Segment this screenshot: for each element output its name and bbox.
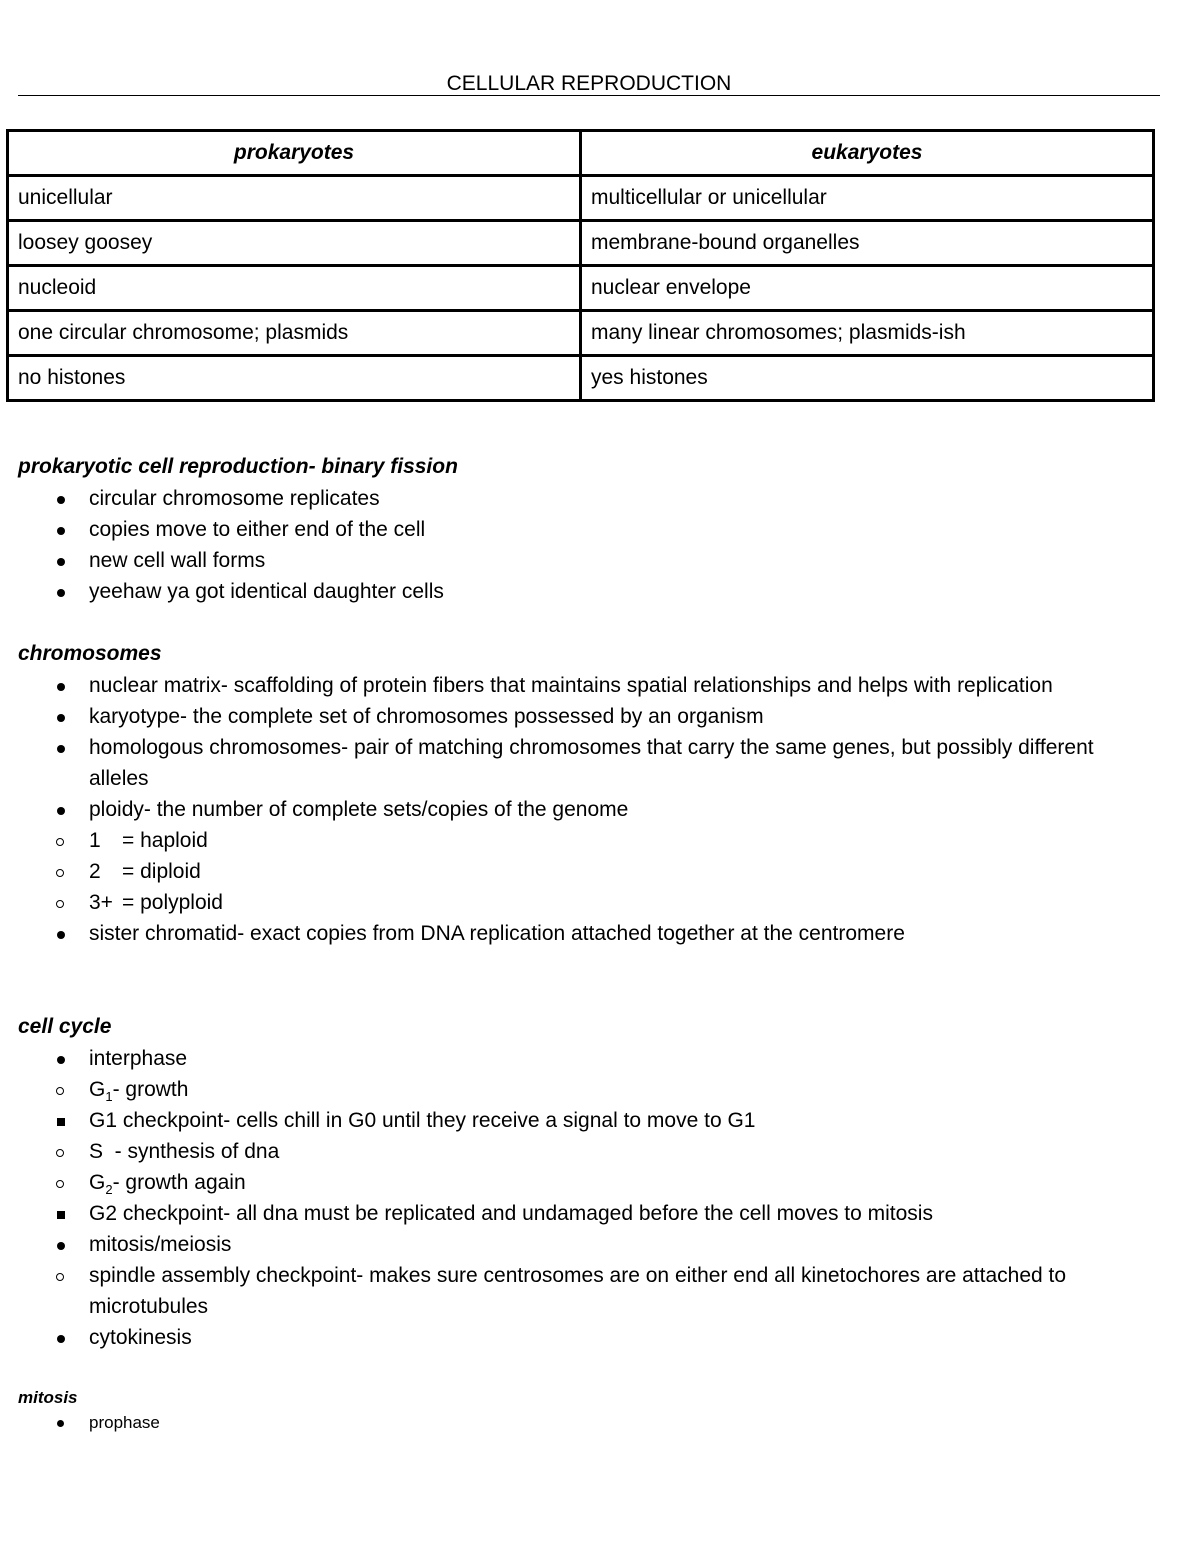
- chromosomes-list: [0, 670, 1135, 949]
- list-item: 2 = diploid: [18, 856, 1135, 887]
- list-item: cytokinesis: [0, 1322, 1135, 1353]
- cell-cycle-list: [0, 1043, 1135, 1353]
- list-item: S - synthesis of dna: [18, 1136, 1135, 1167]
- square-bullet-icon: [57, 1118, 65, 1126]
- g2-sublist: [89, 1198, 1135, 1229]
- bullet-icon: [57, 589, 65, 597]
- table-row: [8, 176, 1154, 221]
- list-item: new cell wall forms: [0, 545, 1200, 576]
- list-item: circular chromosome replicates: [0, 483, 1200, 514]
- table-cell: unicellular: [8, 176, 581, 221]
- hollow-bullet-icon: [56, 1180, 64, 1188]
- table-cell: many linear chromosomes; plasmids-ish: [581, 311, 1154, 356]
- table-header-row: [8, 131, 1154, 176]
- list-item: ploidy- the number of complete sets/copies of the genome 1 = haploid 2 = diploid 3+ = polyploid: [0, 794, 1135, 918]
- ploidy-sublist: [89, 825, 1135, 918]
- table-cell: yes histones: [581, 356, 1154, 401]
- interphase-sublist: [89, 1074, 1135, 1229]
- hollow-bullet-icon: [56, 838, 64, 846]
- bullet-icon: [57, 1242, 65, 1250]
- list-item: sister chromatid- exact copies from DNA replication attached together at the centromere: [0, 918, 1135, 949]
- table-cell: membrane-bound organelles: [581, 221, 1154, 266]
- table-cell: loosey goosey: [8, 221, 581, 266]
- list-item: homologous chromosomes- pair of matching chromosomes that carry the same genes, but possibly different alleles: [0, 732, 1135, 794]
- bullet-icon: [57, 714, 65, 722]
- section-heading-cell-cycle: cell cycle: [18, 1015, 112, 1038]
- table-row: [8, 266, 1154, 311]
- mitosis-meiosis-sublist: [89, 1260, 1135, 1322]
- bullet-icon: [57, 1420, 64, 1427]
- list-item: 3+ = polyploid: [18, 887, 1135, 918]
- list-item: 1 = haploid: [18, 825, 1135, 856]
- section-heading-chromosomes: chromosomes: [18, 642, 162, 665]
- list-item: prophase: [0, 1410, 1200, 1436]
- table-row: [8, 311, 1154, 356]
- bullet-icon: [57, 496, 65, 504]
- bullet-icon: [57, 745, 65, 753]
- g1-sublist: [89, 1105, 1135, 1136]
- list-item: interphase $G_1-$ growth G1 checkpoint- cells chill in G0 until they receive a signal to move to G1 S - synthesis of dna $G_2-$ growth again G2 checkpoint- all dna must be replicated and undamaged before the cell moves to mitosis: [0, 1043, 1135, 1229]
- table-cell: multicellular or unicellular: [581, 176, 1154, 221]
- table-header-cell: prokaryotes: [8, 131, 581, 176]
- bullet-icon: [57, 807, 65, 815]
- table-header-cell: eukaryotes: [581, 131, 1154, 176]
- list-item: $G_2-$ growth again G2 checkpoint- all dna must be replicated and undamaged before the cell moves to mitosis: [18, 1167, 1135, 1229]
- list-item: copies move to either end of the cell: [0, 514, 1200, 545]
- list-item: karyotype- the complete set of chromosomes possessed by an organism: [0, 701, 1135, 732]
- table-cell: no histones: [8, 356, 581, 401]
- mitosis-list: [0, 1410, 1200, 1436]
- list-item: G2 checkpoint- all dna must be replicated and undamaged before the cell moves to mitosis: [18, 1198, 1135, 1229]
- comparison-table: [6, 129, 1155, 402]
- section-heading-mitosis: mitosis: [18, 1388, 78, 1407]
- table-cell: one circular chromosome; plasmids: [8, 311, 581, 356]
- hollow-bullet-icon: [56, 1087, 64, 1095]
- table-cell: nucleoid: [8, 266, 581, 311]
- square-bullet-icon: [57, 1211, 65, 1219]
- bullet-icon: [57, 683, 65, 691]
- list-item: spindle assembly checkpoint- makes sure centrosomes are on either end all kinetochores are attached to microtubules: [18, 1260, 1135, 1322]
- list-item: nuclear matrix- scaffolding of protein fibers that maintains spatial relationships and helps with replication: [0, 670, 1135, 701]
- bullet-icon: [57, 558, 65, 566]
- section-heading-prokaryotic: prokaryotic cell reproduction- binary fission: [18, 455, 458, 478]
- hollow-bullet-icon: [56, 900, 64, 908]
- table-row: [8, 356, 1154, 401]
- table-row: [8, 221, 1154, 266]
- list-item: $G_1-$ growth G1 checkpoint- cells chill in G0 until they receive a signal to move to G1: [18, 1074, 1135, 1136]
- document-title: CELLULAR REPRODUCTION: [18, 72, 1160, 96]
- bullet-icon: [57, 527, 65, 535]
- hollow-bullet-icon: [56, 1149, 64, 1157]
- bullet-icon: [57, 931, 65, 939]
- prokaryotic-list: [0, 483, 1200, 607]
- list-item: G1 checkpoint- cells chill in G0 until they receive a signal to move to G1: [18, 1105, 1135, 1136]
- hollow-bullet-icon: [56, 1273, 64, 1281]
- table-cell: nuclear envelope: [581, 266, 1154, 311]
- list-item: mitosis/meiosis spindle assembly checkpoint- makes sure centrosomes are on either end all kinetochores are attached to microtubules: [0, 1229, 1135, 1322]
- bullet-icon: [57, 1056, 65, 1064]
- hollow-bullet-icon: [56, 869, 64, 877]
- bullet-icon: [57, 1335, 65, 1343]
- list-item: yeehaw ya got identical daughter cells: [0, 576, 1200, 607]
